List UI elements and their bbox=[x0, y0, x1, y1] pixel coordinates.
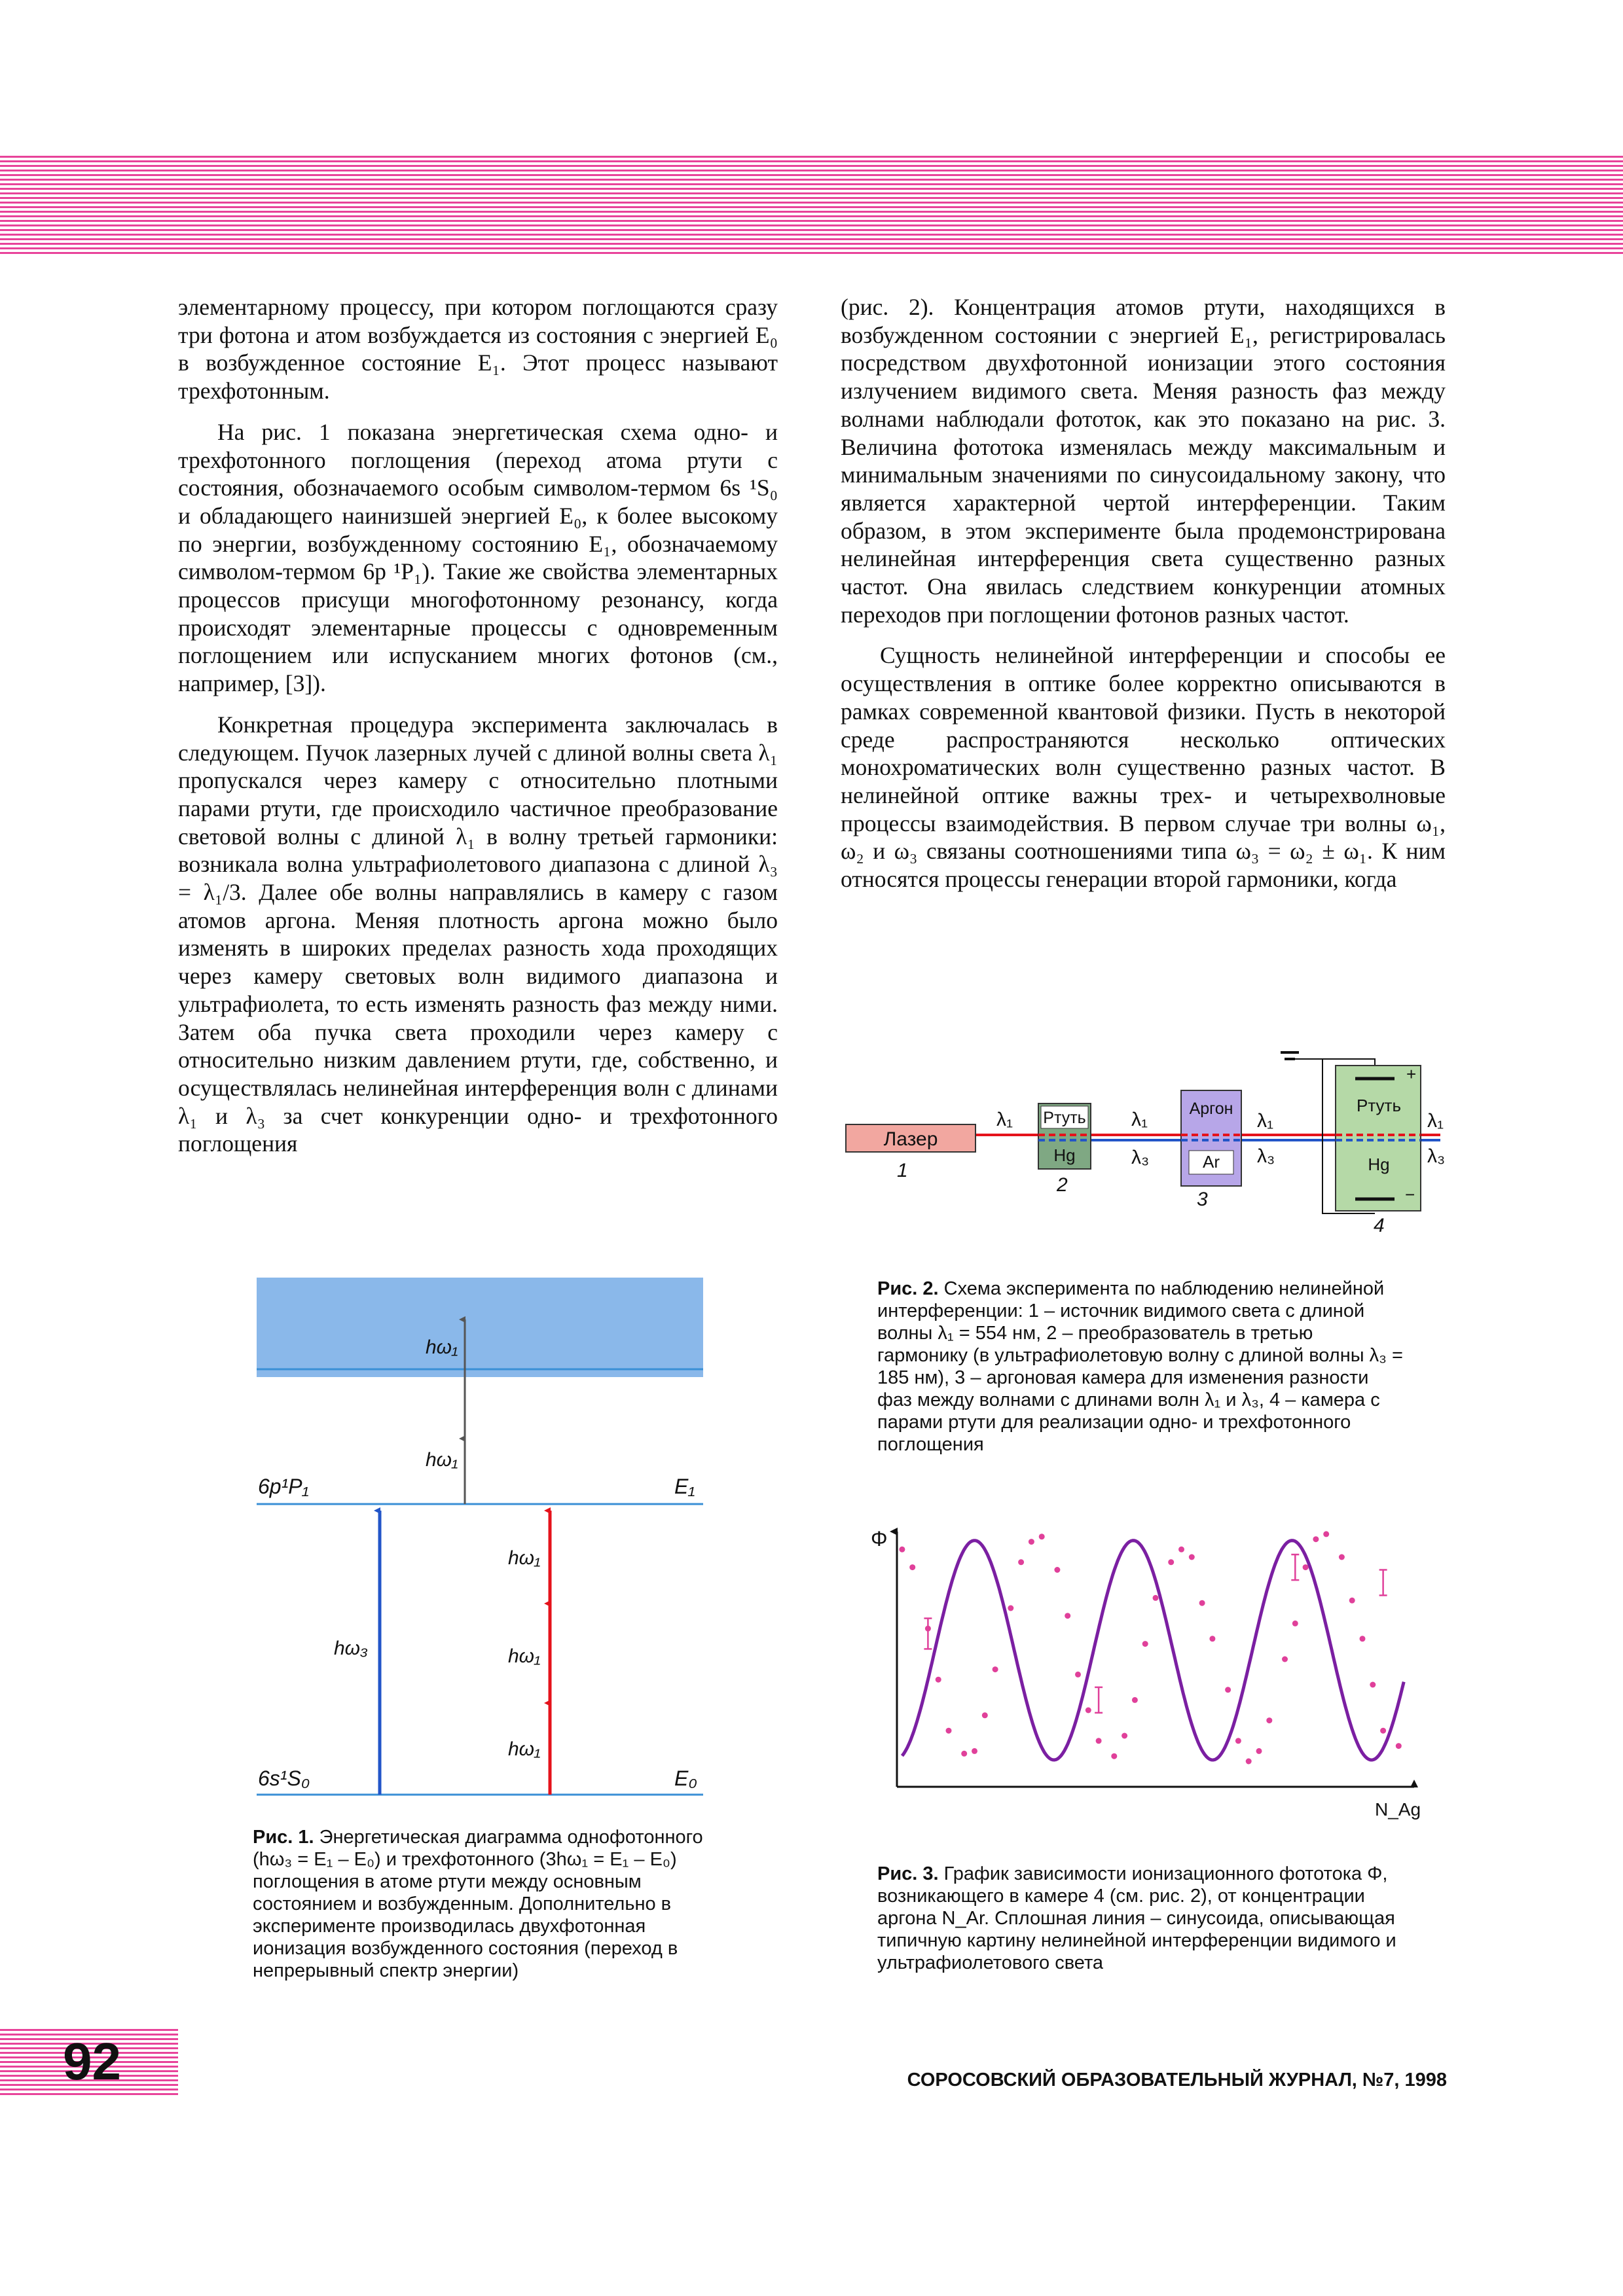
mercury-converter-number: 2 bbox=[1057, 1174, 1068, 1196]
figure-1-energy-diagram bbox=[249, 1270, 746, 1806]
data-point bbox=[946, 1728, 952, 1734]
lambda1-label-c: λ₁ bbox=[1257, 1110, 1274, 1132]
data-point bbox=[1178, 1547, 1184, 1552]
figure-3-caption-text: График зависимости ионизационного фототока Φ, возникающего в камере 4 (см. рис. 2), от концентрации аргона N_Ar. Сплошная линия – синусоида, описывающая типичную картину нелинейной интерференции видимого и ультрафиолетового света bbox=[877, 1863, 1396, 1973]
data-point bbox=[1085, 1708, 1091, 1713]
data-point bbox=[1029, 1539, 1034, 1545]
sinusoid-fit-line bbox=[902, 1541, 1404, 1760]
data-point bbox=[1282, 1657, 1288, 1662]
chart-marks bbox=[899, 1531, 1404, 1764]
y-axis-label: Φ bbox=[871, 1527, 888, 1551]
mercury-converter-symbol: Hg bbox=[1053, 1145, 1076, 1165]
ion-photon-label-top: hω₁ bbox=[426, 1336, 458, 1358]
figure-1-caption bbox=[253, 1826, 740, 1982]
visible-photon-label-2: hω₁ bbox=[508, 1645, 541, 1667]
data-point bbox=[909, 1564, 915, 1570]
data-point bbox=[982, 1712, 988, 1718]
data-point bbox=[1111, 1753, 1117, 1759]
data-point bbox=[1039, 1534, 1045, 1539]
data-point bbox=[925, 1626, 931, 1632]
lambda1-label-a: λ₁ bbox=[996, 1109, 1013, 1130]
data-point bbox=[1122, 1733, 1127, 1739]
page-number: 92 bbox=[63, 2032, 121, 2090]
data-point bbox=[1189, 1554, 1195, 1560]
figure-1-caption-label: Рис. 1. bbox=[253, 1827, 314, 1848]
figure-2-caption-text: Схема эксперимента по наблюдению нелинейной интерференции: 1 – источник видимого света с длиной волны λ₁ = 554 нм, 2 – преобразователь в третью гармонику (в ультрафиолетовую волну с длиной волны λ₃ = 185 нм), 3 – аргоновая камера для изменения разности фаз между волнами с длинами волн λ₁ и λ₃, 4 – камера с парами ртути для реализации одно- и трехфотонного поглощения bbox=[877, 1278, 1403, 1455]
ion-photon-label-bottom: hω₁ bbox=[426, 1449, 458, 1471]
upper-level-term: 6p¹P₁ bbox=[258, 1475, 309, 1498]
lower-energy-label: E₀ bbox=[674, 1767, 697, 1790]
data-point bbox=[993, 1666, 998, 1672]
mercury-converter-label: Ртуть bbox=[1043, 1109, 1086, 1127]
electrode-minus: − bbox=[1405, 1185, 1415, 1204]
figure-1-caption-text: Энергетическая диаграмма однофотонного (hω₃ = E₁ – E₀) и трехфотонного (3hω₁ = E₁ – E₀) поглощения в атоме ртути между основным состоянием и возбужденным. Дополнительно в эксперименте производилась двухфотонная ионизация возбужденного состояния (переход в непрерывный спектр энергии) bbox=[253, 1827, 703, 1981]
mercury-cell-label: Ртуть bbox=[1357, 1096, 1401, 1115]
lambda1-label-b: λ₁ bbox=[1131, 1109, 1148, 1130]
data-point bbox=[1349, 1598, 1355, 1604]
header-stripes bbox=[0, 156, 1623, 257]
uv-photon-label: hω₃ bbox=[334, 1638, 368, 1659]
data-point bbox=[1008, 1605, 1013, 1611]
data-point bbox=[1168, 1559, 1174, 1565]
right-column bbox=[841, 293, 1446, 893]
left-paragraph-1: элементарному процессу, при котором поглощаются сразу три фотона и атом возбуждается из состояния с энергией E₀ в возбужденное состояние E₁. Этот процесс называют трехфотонным. bbox=[178, 294, 778, 404]
data-point bbox=[1225, 1687, 1231, 1693]
data-point bbox=[1018, 1559, 1024, 1565]
data-point bbox=[1256, 1748, 1262, 1754]
mercury-cell-number: 4 bbox=[1374, 1215, 1385, 1236]
data-point bbox=[1303, 1564, 1309, 1570]
data-point bbox=[1142, 1641, 1148, 1647]
left-paragraph-3: Конкретная процедура эксперимента заключалась в следующем. Пучок лазерных лучей с длиной волны света λ₁ пропускался через камеру с относительно плотными парами ртути, где происходило частичное преобразование световой волны с длиной λ₁ в волну третьей гармоники: возникала волна ультрафиолетового диапазона с длиной λ₃ = λ₁/3. Далее обе волны направлялись в камеру с газом атомов аргона. Меняя плотность аргона можно было изменять в широких пределах разность хода проходящих через камеру световых волн видимого диапазона и ультрафиолета, то есть изменять разность фаз между ними. Затем оба пучка света проходили через камеру с относительно низким давлением ртути, где, собственно, и осуществлялась нелинейная интерференция волн с длинами λ₁ и λ₃ за счет конкуренции одно- и трехфотонного поглощения bbox=[178, 711, 778, 1157]
figure-2-caption bbox=[877, 1278, 1405, 1456]
continuum-band bbox=[257, 1278, 703, 1377]
left-column bbox=[178, 293, 778, 1158]
figure-2-caption-label: Рис. 2. bbox=[877, 1278, 939, 1299]
data-point bbox=[1075, 1672, 1081, 1677]
laser-number: 1 bbox=[897, 1160, 908, 1181]
data-point bbox=[1132, 1697, 1138, 1703]
data-point bbox=[1054, 1567, 1060, 1573]
argon-number: 3 bbox=[1197, 1189, 1208, 1210]
data-point bbox=[1339, 1554, 1345, 1560]
lower-level-term: 6s¹S₀ bbox=[258, 1767, 310, 1790]
data-point bbox=[1380, 1728, 1386, 1734]
upper-energy-label: E₁ bbox=[674, 1475, 695, 1498]
figure-3-caption bbox=[877, 1863, 1408, 1974]
data-point bbox=[1065, 1613, 1070, 1619]
data-point bbox=[1199, 1600, 1205, 1606]
visible-photon-label-3: hω₁ bbox=[508, 1547, 541, 1569]
lambda3-label-d: λ₃ bbox=[1427, 1145, 1446, 1167]
data-point bbox=[1153, 1595, 1159, 1601]
mercury-cell-symbol: Hg bbox=[1368, 1155, 1390, 1174]
right-paragraph-1: (рис. 2). Концентрация атомов ртути, находящихся в возбужденном состоянии с энергией E₁, регистрировалась посредством двухфотонной ионизации этого состояния излучением видимого света. Меняя разность фаз между волнами наблюдали фототок, как это показано на рис. 3. Величина фототока изменялась между максимальным и минимальным значениями по синусоидальному закону, что является характерной чертой интерференции. Таким образом, в этом эксперименте была продемонстрирована нелинейная интерференция света существенно разных частот. Она явилась следствием конкуренции атомных переходов при поглощении фотонов разных частот. bbox=[841, 294, 1446, 628]
figure-3-caption-label: Рис. 3. bbox=[877, 1863, 939, 1884]
figure-2-experiment-scheme bbox=[838, 1028, 1453, 1250]
data-point bbox=[1246, 1759, 1252, 1765]
data-point bbox=[1323, 1531, 1329, 1537]
argon-label: Аргон bbox=[1189, 1100, 1233, 1118]
lambda3-label-b: λ₃ bbox=[1131, 1147, 1150, 1168]
lambda1-label-d: λ₁ bbox=[1427, 1110, 1444, 1132]
argon-symbol: Ar bbox=[1203, 1152, 1220, 1172]
data-point bbox=[1096, 1738, 1102, 1744]
data-point bbox=[1396, 1743, 1402, 1749]
laser-label: Лазер bbox=[883, 1128, 938, 1150]
figure-3-photocurrent-chart bbox=[851, 1518, 1427, 1833]
lambda3-label-c: λ₃ bbox=[1257, 1145, 1275, 1167]
data-point bbox=[936, 1677, 941, 1683]
visible-photon-label-1: hω₁ bbox=[508, 1738, 541, 1760]
electrode-plus: + bbox=[1406, 1064, 1417, 1084]
data-point bbox=[899, 1547, 905, 1552]
x-axis-label: N_Ag bbox=[1375, 1799, 1421, 1820]
data-point bbox=[972, 1748, 977, 1754]
right-paragraph-2: Сущность нелинейной интерференции и способы ее осуществления в оптике более корректно описываются в рамках современной квантовой физики. Пусть в некоторой среде распространяются несколько оптических монохроматических волн существенно разных частот. В нелинейной оптике важны трех- и четырехволновые процессы взаимодействия. В первом случае три волны ω₁, ω₂ и ω₃ связаны соотношениями типа ω₃ = ω₂ ± ω₁. К ним относятся процессы генерации второй гармоники, когда bbox=[841, 642, 1446, 893]
journal-footer: СОРОСОВСКИЙ ОБРАЗОВАТЕЛЬНЫЙ ЖУРНАЛ, №7, 1998 bbox=[907, 2070, 1447, 2090]
data-point bbox=[1292, 1621, 1298, 1626]
data-point bbox=[1266, 1717, 1272, 1723]
data-point bbox=[1360, 1636, 1366, 1641]
data-point bbox=[1370, 1682, 1376, 1688]
data-point bbox=[1313, 1536, 1319, 1542]
data-point bbox=[1235, 1738, 1241, 1744]
data-point bbox=[1209, 1636, 1215, 1641]
data-point bbox=[961, 1751, 967, 1757]
left-paragraph-2: На рис. 1 показана энергетическая схема одно- и трехфотонного поглощения (переход атома ртути с состояния, обозначаемого особым символом-термом 6s ¹S₀ и обладающего наинизшей энергией E₀, к более высокому по энергии, возбужденному состоянию E₁, обозначаемому символом-термом 6p ¹P₁). Такие же свойства элементарных процессов присущи многофотонному резонансу, когда происходят элементарные процессы с одновременным поглощением или испусканием многих фотонов (см., например, [3]). bbox=[178, 418, 778, 697]
